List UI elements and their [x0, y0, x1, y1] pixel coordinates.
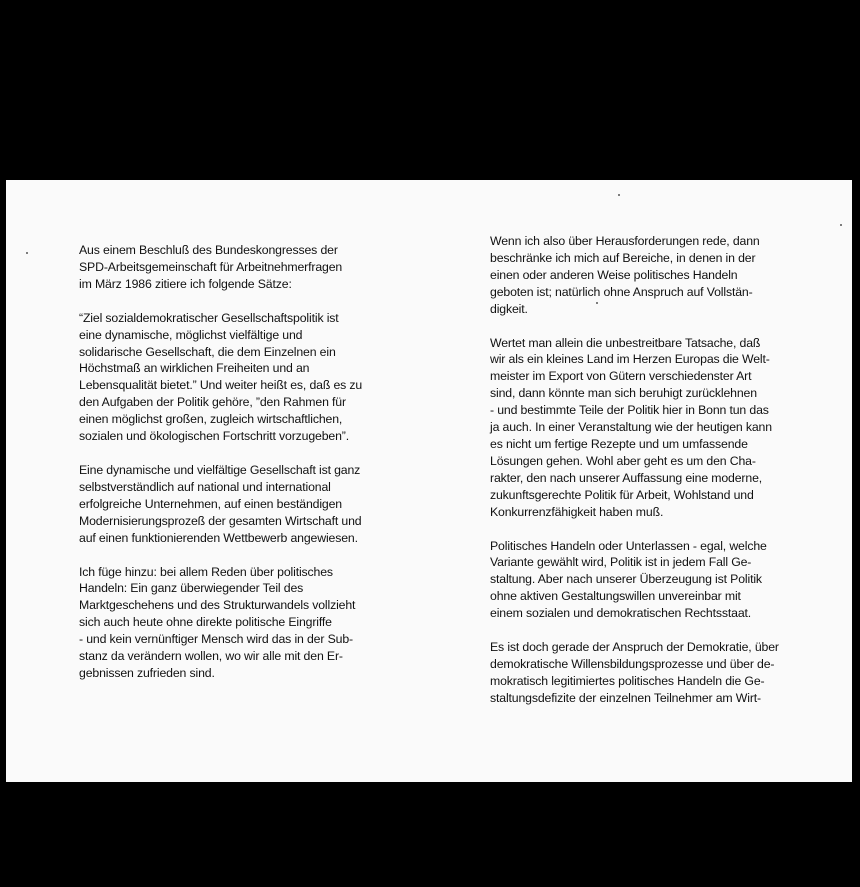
- paragraph: [79, 462, 399, 547]
- text-line: es nicht um fertige Rezepte und um umfassende: [490, 436, 748, 451]
- text-line: demokratische Willensbildungsprozesse und über de-: [490, 656, 775, 671]
- text-line: Politisches Handeln oder Unterlassen - egal, welche: [490, 538, 767, 553]
- text-line: Lösungen gehen. Wohl aber geht es um den Cha-: [490, 453, 756, 468]
- text-line: gebnissen zufrieden sind.: [79, 665, 215, 680]
- paragraph: [490, 538, 795, 623]
- text-line: auf einen funktionierenden Wettbewerb angewiesen.: [79, 530, 358, 545]
- text-line: - und bestimmte Teile der Politik hier in Bonn tun das: [490, 403, 769, 418]
- text-line: ohne aktiven Gestaltungswillen unvereinbar mit: [490, 589, 741, 604]
- text-line: stanz da verändern wollen, wo wir alle mit den Er-: [79, 649, 343, 664]
- paragraph-gap: [490, 318, 795, 335]
- paragraph-gap: [79, 547, 399, 564]
- paragraph: [490, 335, 795, 521]
- text-line: zukunftsgerechte Politik für Arbeit, Wohlstand und: [490, 487, 754, 502]
- text-line: einen möglichst großen, zugleich wirtschaftlichen,: [79, 412, 343, 427]
- text-line: Höchstmaß an wirklichen Freiheiten und an: [79, 361, 310, 376]
- text-line: staltung. Aber nach unserer Überzeugung ist Politik: [490, 572, 762, 587]
- text-line: meister im Export von Gütern verschiedenster Art: [490, 369, 752, 384]
- left-text-column: [79, 242, 399, 682]
- text-line: Variante gewählt wird, Politik ist in jedem Fall Ge-: [490, 555, 752, 570]
- text-line: beschränke ich mich auf Bereiche, in denen in der: [490, 250, 756, 265]
- text-line: Lebensqualität bietet.” Und weiter heißt es, daß es zu: [79, 378, 363, 393]
- text-line: Modernisierungsprozeß der gesamten Wirtschaft und: [79, 513, 362, 528]
- paragraph: [79, 310, 399, 445]
- scan-speck: [840, 224, 842, 226]
- text-line: ja auch. In einer Veranstaltung wie der heutigen kann: [490, 420, 772, 435]
- paragraph-gap: [490, 622, 795, 639]
- text-line: Aus einem Beschluß des Bundeskongresses der: [79, 243, 338, 257]
- text-line: solidarische Gesellschaft, die dem Einzelnen ein: [79, 344, 336, 359]
- paragraph: [79, 242, 399, 293]
- right-text-column: [490, 233, 795, 707]
- text-line: Ich füge hinzu: bei allem Reden über politisches: [79, 564, 333, 579]
- text-line: den Aufgaben der Politik gehöre, ”den Rahmen für: [79, 395, 346, 410]
- text-line: Marktgeschehens und des Strukturwandels vollzieht: [79, 598, 356, 613]
- text-line: SPD-Arbeitsgemeinschaft für Arbeitnehmerfragen: [79, 259, 343, 274]
- scan-speck: [618, 194, 620, 196]
- text-line: selbstverständlich auf national und international: [79, 479, 331, 494]
- text-line: rakter, den nach unserer Auffassung eine moderne,: [490, 470, 763, 485]
- text-line: Es ist doch gerade der Anspruch der Demokratie, über: [490, 640, 779, 655]
- paragraph-gap: [490, 521, 795, 538]
- text-line: Wertet man allein die unbestreitbare Tatsache, daß: [490, 335, 761, 350]
- text-line: staltungsdefizite der einzelnen Teilnehmer am Wirt-: [490, 690, 761, 705]
- paragraph: [79, 564, 399, 682]
- text-line: einen oder anderen Weise politisches Handeln: [490, 267, 738, 282]
- text-line: Handeln: Ein ganz überwiegender Teil des: [79, 581, 304, 596]
- text-line: sind, dann könnte man sich beruhigt zurücklehnen: [490, 386, 757, 401]
- text-line: geboten ist; natürlich ohne Anspruch auf Vollstän-: [490, 284, 753, 299]
- scan-speck: [26, 252, 28, 254]
- scanned-page: [6, 180, 852, 782]
- text-line: Konkurrenzfähigkeit haben muß.: [490, 504, 664, 519]
- text-line: Eine dynamische und vielfältige Gesellschaft ist ganz: [79, 462, 361, 477]
- text-line: wir als ein kleines Land im Herzen Europas die Welt-: [490, 352, 770, 367]
- text-line: eine dynamische, möglichst vielfältige und: [79, 327, 303, 342]
- text-line: erfolgreiche Unternehmen, auf einen beständigen: [79, 496, 342, 511]
- paragraph-gap: [79, 445, 399, 462]
- text-line: mokratisch legitimiertes politisches Handeln die Ge-: [490, 673, 765, 688]
- text-line: “Ziel sozialdemokratischer Gesellschaftspolitik ist: [79, 310, 339, 325]
- paragraph: [490, 639, 795, 707]
- text-line: - und kein vernünftiger Mensch wird das in der Sub-: [79, 632, 353, 647]
- text-line: sozialen und ökologischen Fortschritt vorzugeben”.: [79, 429, 350, 444]
- text-line: digkeit.: [490, 301, 528, 316]
- text-line: Wenn ich also über Herausforderungen rede, dann: [490, 234, 760, 248]
- text-line: einem sozialen und demokratischen Rechtsstaat.: [490, 606, 752, 621]
- text-line: sich auch heute ohne direkte politische Eingriffe: [79, 615, 332, 630]
- paragraph-gap: [79, 293, 399, 310]
- text-line: im März 1986 zitiere ich folgende Sätze:: [79, 276, 292, 291]
- paragraph: [490, 233, 795, 318]
